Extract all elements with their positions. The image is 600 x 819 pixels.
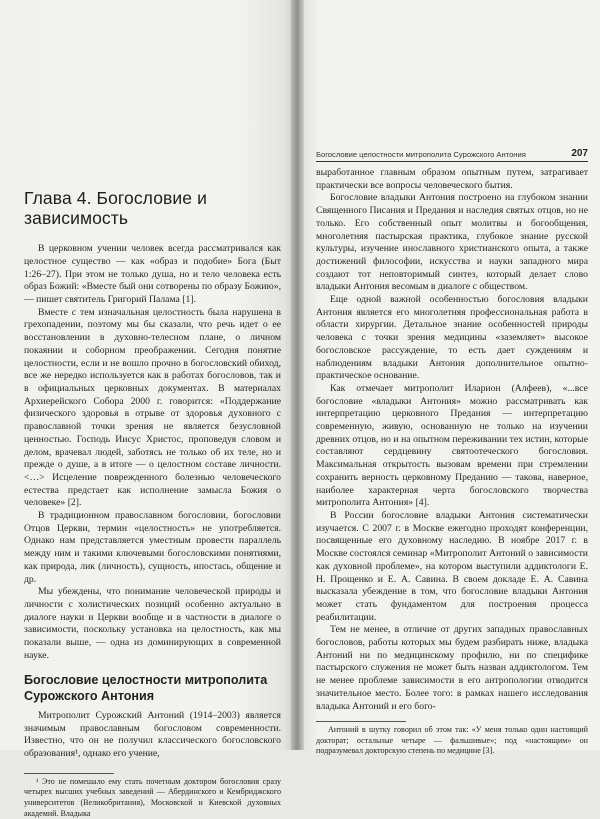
book-gutter [291,0,305,750]
left-page [0,0,293,818]
page-number: 207 [571,148,588,159]
footnote-text: Антоний в шутку говорил об этом так: «У меня только один настоящий докторат; остальные четыре — фальшивые»; под «настоящим» он подразумевал докторскую степень по медицине [3]. [316,725,588,756]
paragraph: Митрополит Сурожский Антоний (1914–2003) является значимым православным богословом современности. Известно, что он не получил классического богословского образования¹, однако его учение, [24,709,281,760]
paragraph: В традиционном православном богословии, богословии Отцов Церкви, термин «целостность» не употребляется. Однако нам представляется уместным провести параллель между ним и такими ключевыми богословскими понятиями, как природа, лик (личность), сущность, ипостась, общение и др. [24,510,281,585]
footnote-divider [24,773,114,774]
footnote-text: ¹ Это не помешало ему стать почетным доктором богословия сразу четырех высших учебных заведений — Абердинского и Кембриджского университетов (Великобритания), Московской и Киевской духовных академий. Владыка [24,776,281,818]
paragraph: Вместе с тем изначальная целостность была нарушена в грехопадении, поэтому мы бы сказали, что речь идет о ее восстановлении в духовно-телесном плане, о личном покаянии и соборном преображении. Сегодня понятие целостности, если и не вошло прочно в богословский обиход, все же нередко используется как в работах богословов, так и в официальных церковных документах. В материалах Архиерейского Собора 2000 г. говорится: «Поддержание физического здоровья в отрыве от здоровья духовного с православной точки зрения не является безусловной ценностью. Господь Иисус Христос, проповедуя словом и делом, врачевал людей, заботясь не только об их теле, но и прежде о душе, а в итоге — о целостном составе личности. <…> Исцеление поврежденного болезнью человеческого естества предстает как исполнение замысла Божия о человеке» [2]. [24,306,281,509]
running-header-title: Богословие целостности митрополита Сурожского Антония [316,150,526,159]
paragraph: Богословие владыки Антония построено на глубоком знании Священного Писания и Предания и наследия святых отцов, но не только. Его собственный опыт молитвы и богообщения, многолетняя пастырская практика, глубокое знание русской культуры, изучение инославного христианского опыта, а также достижений философии, искусства и науки западного мира создают тот неповторимый синтез, который делает слово владыки Антония весомым в диалоге с обществом. [316,192,588,293]
paragraph: выработанное главным образом опытным путем, затрагивает практически все вопросы человеческого бытия. [316,167,588,191]
paragraph: Тем не менее, в отличие от других западных православных богословов, работы которых мы будем разбирать ниже, владыка Антоний ни по медицинскому профилю, ни по специфике пастырского служения не может быть назван аддиктологом. Тем не менее проблеме зависимости в его антропологии отводится значительное место. Более того: в рамках нашего исследования владыка Антоний и его бого- [316,624,588,712]
paragraph: Мы убеждены, что понимание человеческой природы и личности с холистических позиций особенно актуально в диалоге науки и Церкви вообще и в частности в диалоге о зависимости, поскольку установка на целостность, как мы показали выше, — одна из доминирующих в современной науке. [24,586,281,661]
chapter-title: Глава 4. Богословие и зависимость [24,188,207,229]
right-page [304,0,600,756]
running-header [316,148,588,162]
section-title: Богословие целостности митрополита Сурожского Антония [24,673,268,704]
footnote [24,773,281,819]
paragraph: В церковном учении человек всегда рассматривался как целостное существо — как «образ и подобие» Бога (Быт 1:26–27). При этом не только душа, но и тело человека есть образ Божий: «Вместе бый они сотворены по образу Божию», — пишет святитель Григорий Палама [1]. [24,243,281,306]
paragraph: Еще одной важной особенностью богословия владыки Антония является его многолетняя профессиональная работа в области хирургии. Детальное знание особенностей природы человека с точки зрения медицины «заземляет» высокое богословское рассуждение, то есть дает суждениям и наблюдениям владыки Антония дополнительное опытно-практическое основание. [316,294,588,382]
paragraph: Как отмечает митрополит Иларион (Алфеев), «...все богословие «владыки Антония» можно рассматривать как интерпретацию церковного Предания — интерпретацию современную, живую, основанную не только на изучении древних отцов, но и на опытном переживании тех истин, которые составляют сердцевину святоотеческого богословия. Максимальная открытость вызовам времени при стремлении сохранить верность церковному Преданию — такова, наверное, наиболее характерная черта богословского творчества митрополита Антония» [4]. [316,382,588,509]
paragraph: В России богословие владыки Антония систематически изучается. С 2007 г. в Москве ежегодно проходят конференции, посвященные его духовному наследию. В ноябре 2017 г. в Москве состоялся семинар «Митрополит Антоний о зависимости как духовной проблеме», на котором выступили аддиктологи Е. Н. Прощенко и Е. А. Савина. В своем докладе Е. А. Савина высказала убеждение в том, что богословие владыки Антония может стать фундаментом для построения процесса реабилитации. [316,509,588,623]
footnote [316,721,588,757]
footnote-divider [316,721,406,722]
